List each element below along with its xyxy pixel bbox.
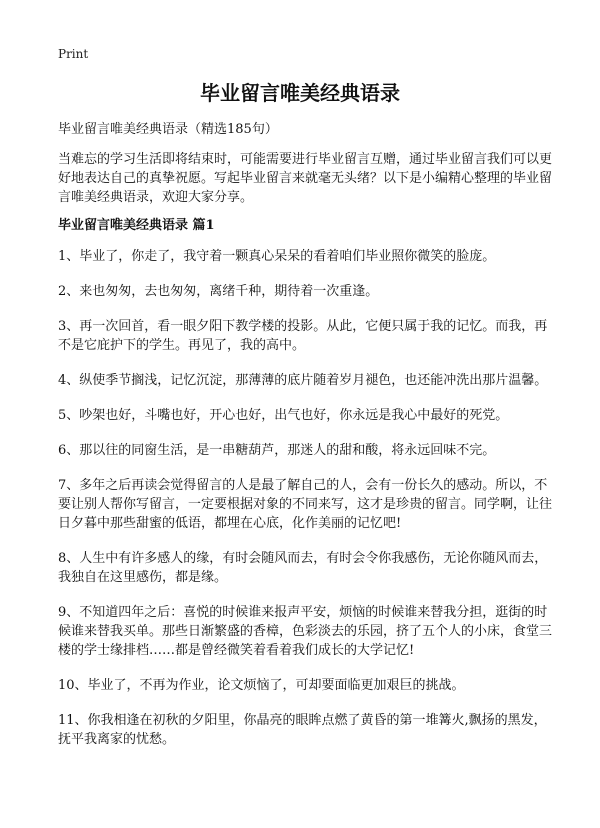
list-item: 8、人生中有许多感人的缘，有时会随风而去，有时会令你我感伤，无论你随风而去，我独自在这里感伤，都是缘。 — [58, 551, 548, 585]
list-item: 6、那以往的同窗生活，是一串糖葫芦，那迷人的甜和酸，将永远回味不完。 — [58, 443, 496, 458]
subtitle: 毕业留言唯美经典语录（精选185句） — [58, 122, 278, 137]
list-item: 1、毕业了，你走了，我守着一颗真心呆呆的看着咱们毕业照你微笑的脸庞。 — [58, 249, 496, 264]
list-item: 9、不知道四年之后：喜悦的时候谁来报声平安，烦恼的时候谁来替我分担，逛街的时候谁来替我买单。那些日渐繁盛的香樟，色彩淡去的乐园，挤了五个人的小床，食堂三楼的学士缘排档……都是曾经微笑着看着我们成长的大学记忆! — [58, 605, 553, 658]
list-item: 11、你我相逢在初秋的夕阳里，你晶亮的眼眸点燃了黄昏的第一堆篝火,飘扬的黑发，抚平我离家的忧愁。 — [58, 713, 547, 747]
quote-list — [58, 247, 558, 765]
list-item: 10、毕业了，不再为作业，论文烦恼了，可却要面临更加艰巨的挑战。 — [58, 678, 465, 693]
list-item: 4、纵使季节搁浅，记忆沉淀，那薄薄的底片随着岁月褪色，也还能冲洗出那片温馨。 — [58, 373, 548, 388]
list-item: 3、再一次回首，看一眼夕阳下教学楼的投影。从此，它便只属于我的记忆。而我，再不是它庇护下的学生。再见了，我的高中。 — [58, 319, 548, 353]
section-heading: 毕业留言唯美经典语录 篇1 — [58, 218, 215, 233]
intro-paragraph: 当难忘的学习生活即将结束时，可能需要进行毕业留言互赠，通过毕业留言我们可以更好地表达自己的真挚祝愿。写起毕业留言来就毫无头绪？以下是小编精心整理的毕业留言唯美经典语录，欢迎大家分享。 — [58, 152, 553, 205]
list-item: 7、多年之后再读会觉得留言的人是最了解自己的人，会有一份长久的感动。所以，不要让别人帮你写留言，一定要根据对象的不同来写，这才是珍贵的留言。同学啊，让往日夕暮中那些甜蜜的低语，都埋在心底，化作美丽的记忆吧! — [58, 478, 553, 531]
print-link[interactable]: Print — [58, 47, 89, 61]
page-title: 毕业留言唯美经典语录 — [200, 81, 400, 105]
list-item: 5、吵架也好，斗嘴也好，开心也好，出气也好，你永远是我心中最好的死党。 — [58, 408, 509, 423]
list-item: 2、来也匆匆，去也匆匆，离绪千种，期待着一次重逢。 — [58, 284, 379, 299]
